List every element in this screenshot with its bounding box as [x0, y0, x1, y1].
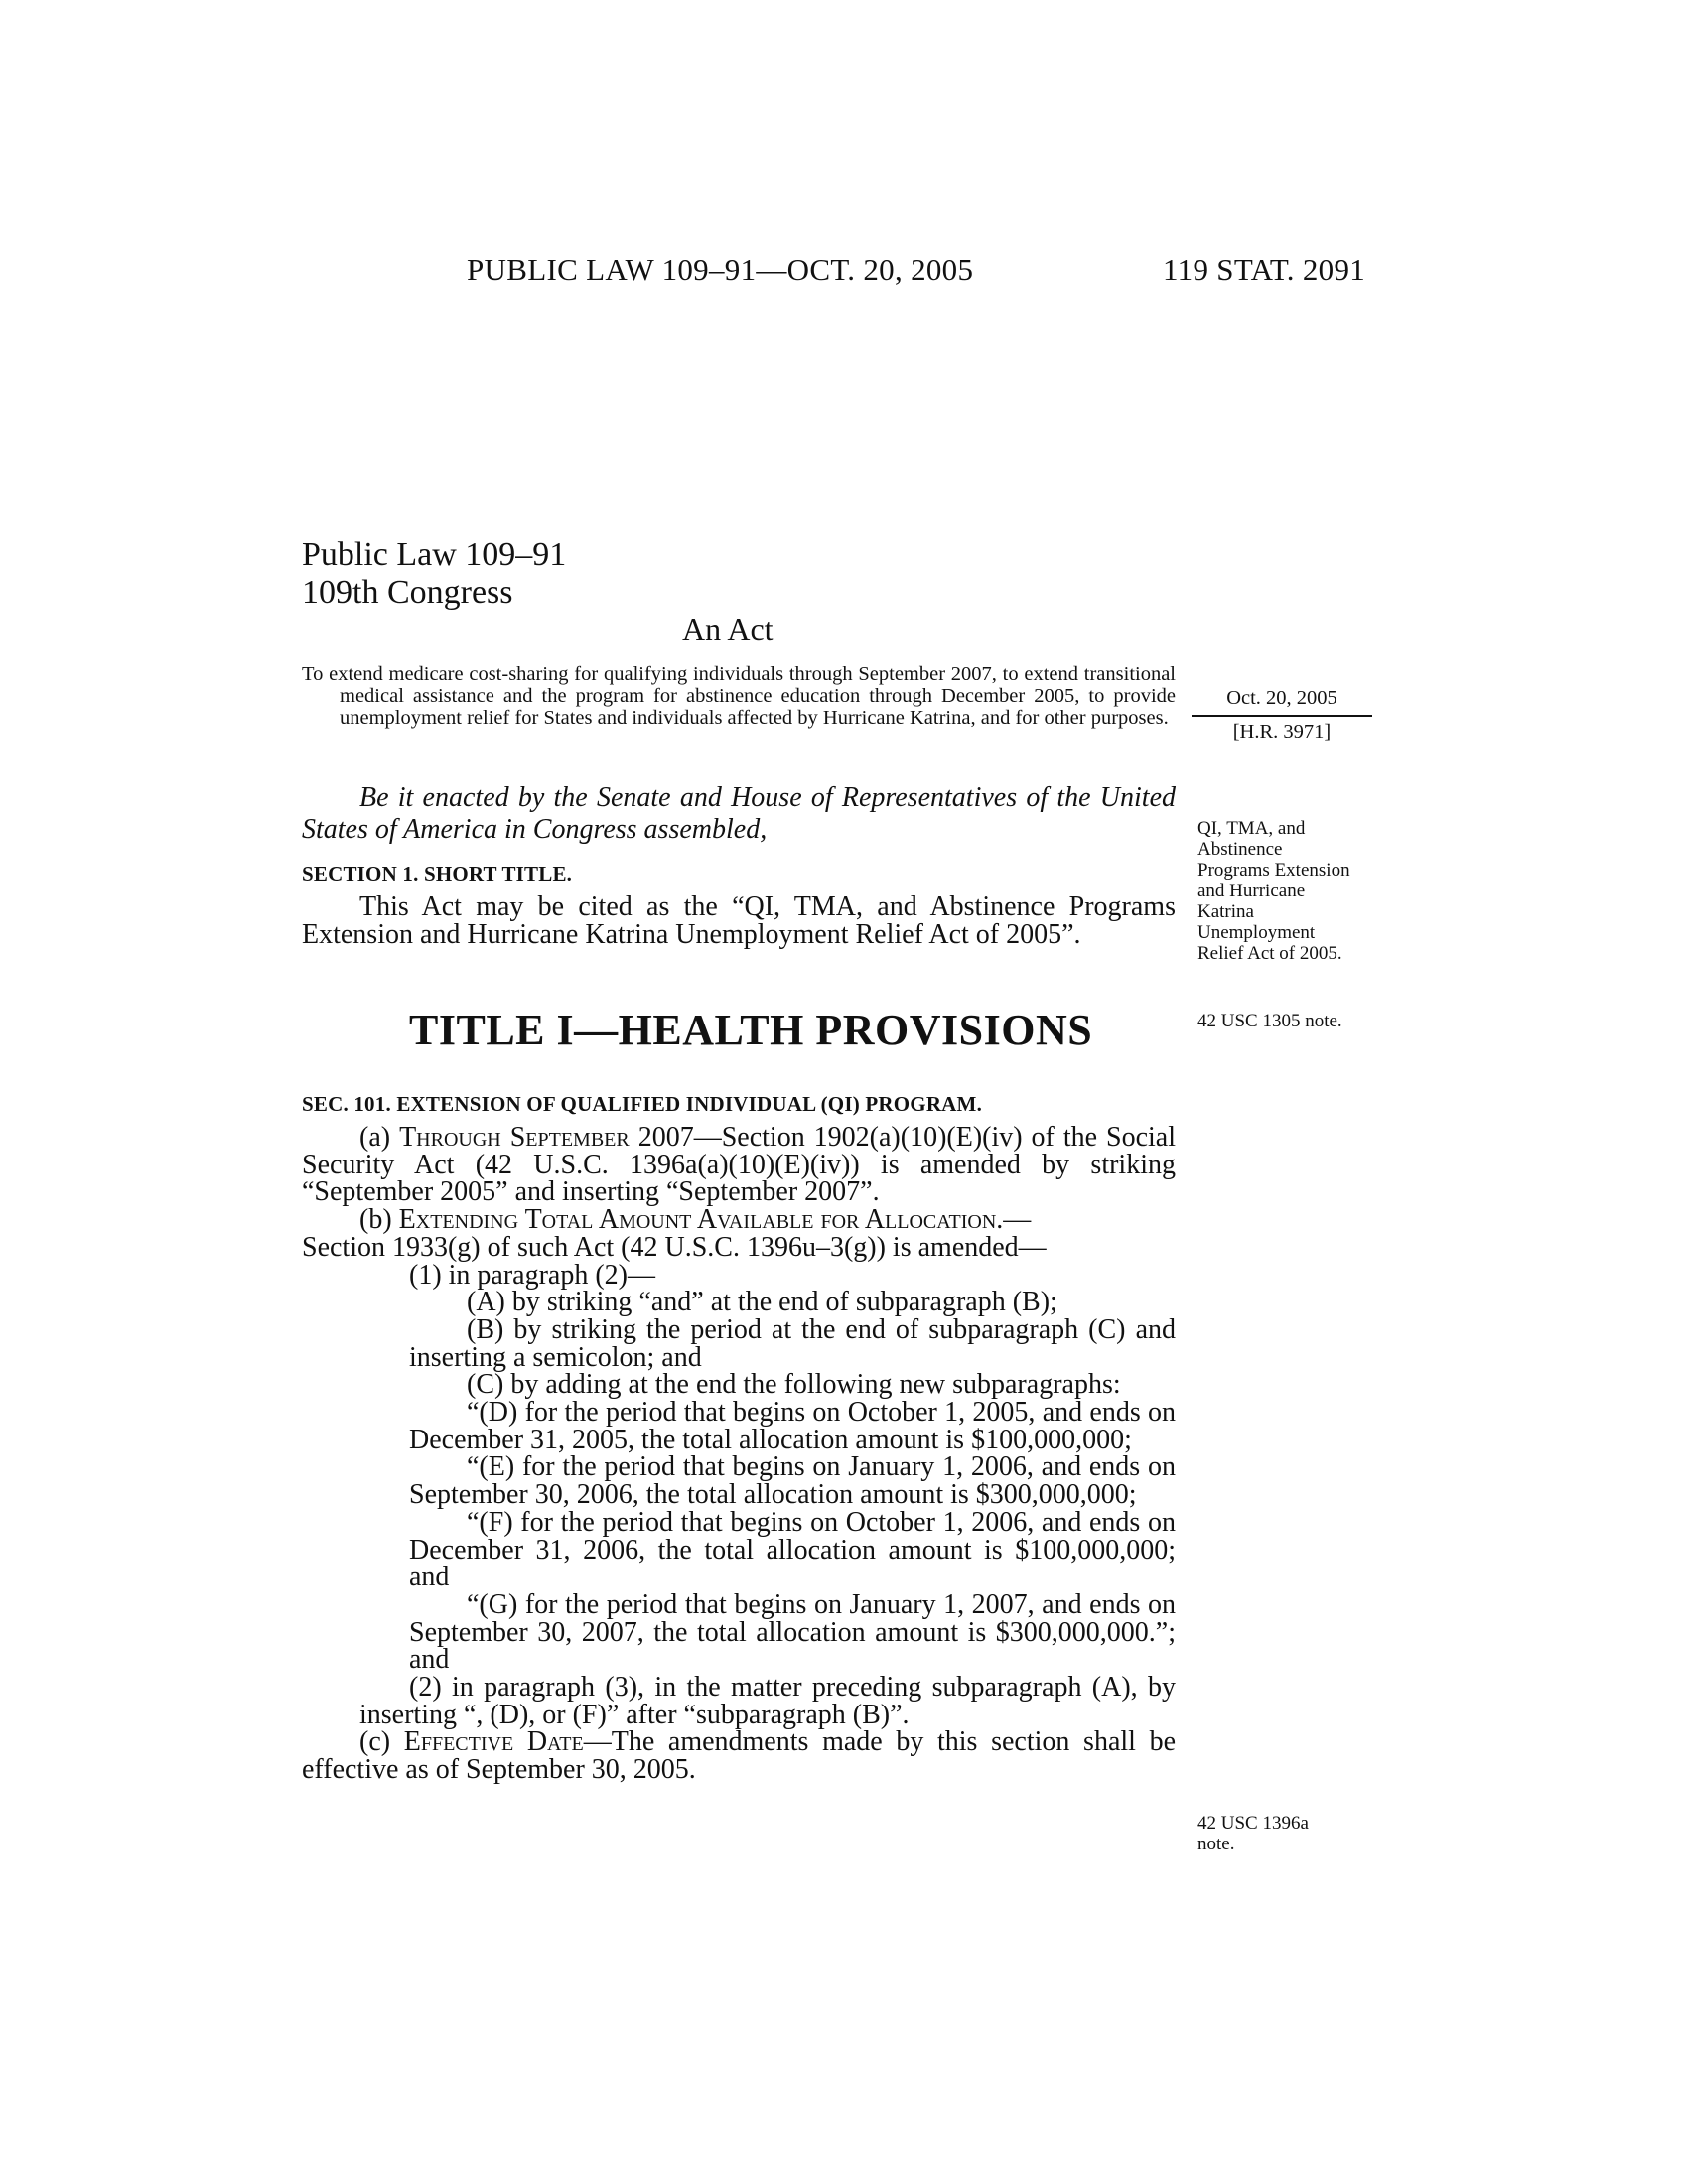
subsection-b: (b) Extending Total Amount Available for Allocation.—	[359, 1204, 1032, 1236]
section-101-heading: SEC. 101. EXTENSION OF QUALIFIED INDIVIDUAL (QI) PROGRAM.	[302, 1092, 983, 1116]
section-1-text: This Act may be cited as the “QI, TMA, and Abstinence Programs Extension and Hurricane Katrina Unemployment Relief Act of 2005”.	[302, 891, 1176, 950]
enacting-clause: Be it enacted by the Senate and House of Representatives of the United States of America in Congress assembled,	[302, 782, 1176, 845]
subsection-c-text: —The amendments made by this section shall be effective as of September 30, 2005.	[302, 1726, 1177, 1786]
margin-note-usc-1396a: 42 USC 1396a note.	[1197, 1813, 1309, 1854]
long-title-text: To extend medicare cost-sharing for qualifying individuals through September 2007, to extend transitional medical assistance and the program for abstinence education through December 2005, to provide unemployment relief for States and individuals affected by Hurricane Katrina, and for other purposes.	[302, 663, 1176, 729]
act-title: An Act	[682, 612, 774, 647]
congress-number: 109th Congress	[302, 574, 513, 611]
quoted-subparagraph-f: “(F) for the period that begins on October 1, 2006, and ends on December 31, 2006, the total allocation amount is $100,000,000; and	[409, 1506, 1176, 1593]
quoted-subparagraph-g: “(G) for the period that begins on January 1, 2007, and ends on September 30, 2007, the total allocation amount is $300,000,000.”; and	[409, 1588, 1176, 1676]
subsection-c-caption: Effective Date	[403, 1726, 584, 1758]
margin-divider	[1192, 715, 1372, 717]
margin-date: Oct. 20, 2005	[1226, 687, 1337, 709]
subsection-a	[302, 1124, 1176, 1206]
running-head-left: PUBLIC LAW 109–91—OCT. 20, 2005	[467, 252, 974, 287]
subparagraph-b1b: (B) by striking the period at the end of subparagraph (C) and inserting a semicolon; and	[409, 1313, 1176, 1373]
public-law-number: Public Law 109–91	[302, 536, 567, 573]
paragraph-b2: (2) in paragraph (3), in the matter preceding subparagraph (A), by inserting “, (D), or (F)” after “subparagraph (B)”.	[359, 1672, 1176, 1730]
section-1-body	[302, 893, 1176, 948]
section-101-body	[302, 1124, 1176, 1784]
subparagraph-b1c: (C) by adding at the end the following new subparagraphs:	[467, 1369, 1121, 1401]
subsection-b-label: (b)	[359, 1204, 392, 1236]
margin-note-short-title: QI, TMA, and Abstinence Programs Extension and Hurricane Katrina Unemployment Relief Act of 2005.	[1197, 818, 1350, 964]
quoted-subparagraph-d: “(D) for the period that begins on October 1, 2005, and ends on December 31, 2005, the total allocation amount is $100,000,000;	[409, 1397, 1176, 1455]
subparagraph-b1a: (A) by striking “and” at the end of subparagraph (B);	[467, 1287, 1057, 1318]
margin-bill-number: [H.R. 3971]	[1232, 721, 1332, 743]
subsection-b-caption: Extending Total Amount Available for Allocation	[398, 1204, 997, 1236]
running-head-right: 119 STAT. 2091	[1163, 252, 1366, 287]
margin-note-usc-1305: 42 USC 1305 note.	[1197, 1011, 1342, 1031]
subsection-a-label: (a)	[359, 1122, 391, 1153]
paragraph-b1: (1) in paragraph (2)—	[409, 1259, 656, 1291]
subsection-a-caption: Through September 2007	[399, 1122, 694, 1153]
long-title	[302, 663, 1176, 729]
subsection-b-text: Section 1933(g) of such Act (42 U.S.C. 1396u–3(g)) is amended—	[302, 1231, 1047, 1263]
section-1-heading: SECTION 1. SHORT TITLE.	[302, 862, 573, 886]
title-heading: TITLE I—HEALTH PROVISIONS	[409, 1006, 1093, 1054]
quoted-subparagraph-e: “(E) for the period that begins on January 1, 2006, and ends on September 30, 2006, the total allocation amount is $300,000,000;	[409, 1451, 1176, 1511]
subsection-a-text: —Section 1902(a)(10)(E)(iv) of the Social Security Act (42 U.S.C. 1396a(a)(10)(E)(iv)) is amended by striking “September 2005” and inserting “September 2007”.	[302, 1122, 1177, 1208]
subsection-c-label: (c)	[359, 1726, 391, 1758]
subsection-c	[302, 1726, 1177, 1786]
